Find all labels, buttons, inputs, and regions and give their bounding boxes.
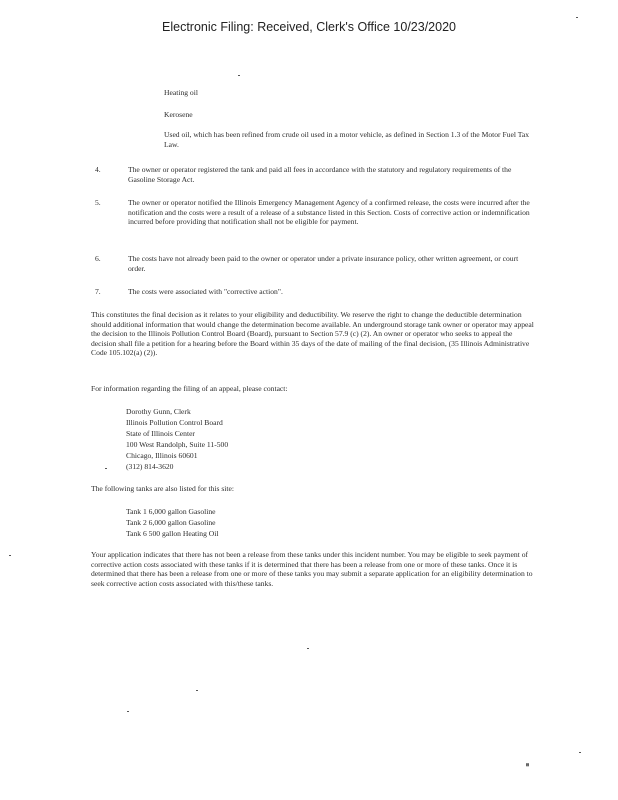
filing-stamp-header: Electronic Filing: Received, Clerk's Office 10/23/2020 (162, 20, 456, 34)
fuel-type-used-oil: Used oil, which has been refined from crude oil used in a motor vehicle, as defined in Section 1.3 of the Motor Fuel Tax Law. (164, 130, 529, 149)
scan-speck (579, 752, 581, 753)
criterion-text: The owner or operator notified the Illinois Emergency Management Agency of a confirmed release, the costs were incurred after the notification and the costs were a result of a release of a substance listed in this Section. Costs of corrective action or indemnification incurred before providing that notification shall not be eligible for payment. (128, 198, 530, 227)
scan-speck (196, 690, 198, 691)
contact-street: 100 West Randolph, Suite 11-500 (126, 440, 229, 449)
contact-intro: For information regarding the filing of an appeal, please contact: (91, 384, 288, 393)
tanks-intro: The following tanks are also listed for this site: (91, 484, 234, 493)
contact-building: State of Illinois Center (126, 429, 195, 438)
criterion-number: 4. (95, 165, 101, 174)
criterion-number: 7. (95, 287, 101, 296)
tank-item: Tank 1 6,000 gallon Gasoline (126, 507, 216, 516)
closing-paragraph: Your application indicates that there has not been a release from these tanks under this incident number. You may be eligible to seek payment of corrective action costs associated with these tanks if it is determined that there has been a release from one or more of these tanks. Once it is determined that there has been a release from one or more of these tanks you may submit a separate application for an eligibility determination to seek corrective action costs associated with this/these tanks. (91, 550, 533, 588)
page-corner-mark: ▩ (526, 762, 530, 768)
scan-speck (307, 648, 309, 649)
scan-speck (576, 17, 578, 18)
scan-speck (105, 468, 107, 469)
contact-org: Illinois Pollution Control Board (126, 418, 223, 427)
contact-name: Dorothy Gunn, Clerk (126, 407, 191, 416)
tank-item: Tank 6 500 gallon Heating Oil (126, 529, 219, 538)
criterion-text: The costs were associated with "corrective action". (128, 287, 283, 296)
tank-item: Tank 2 6,000 gallon Gasoline (126, 518, 216, 527)
fuel-type-kerosene: Kerosene (164, 110, 193, 119)
scan-speck (127, 711, 129, 712)
criterion-number: 6. (95, 254, 101, 263)
scan-speck (9, 555, 11, 556)
scan-speck (238, 75, 240, 76)
fuel-type-heating-oil: Heating oil (164, 88, 198, 97)
criterion-number: 5. (95, 198, 101, 207)
criterion-text: The owner or operator registered the tank and paid all fees in accordance with the statutory and regulatory requirements of the Gasoline Storage Act. (128, 165, 512, 184)
final-decision-paragraph: This constitutes the final decision as it relates to your eligibility and deductibility. We reserve the right to change the deductible determination should additional information that would change the determination become available. An underground storage tank owner or operator may appeal the decision to the Illinois Pollution Control Board (Board), pursuant to Section 57.9 (c) (2). An owner or operator who seeks to appeal the decision shall file a petition for a hearing before the Board within 35 days of the date of mailing of the final decision, (35 Illinois Administrative Code 105.102(a) (2)). (91, 310, 534, 358)
criterion-text: The costs have not already been paid to the owner or operator under a private insurance policy, other written agreement, or court order. (128, 254, 519, 273)
contact-city: Chicago, Illinois 60601 (126, 451, 198, 460)
contact-phone: (312) 814-3620 (126, 462, 174, 471)
